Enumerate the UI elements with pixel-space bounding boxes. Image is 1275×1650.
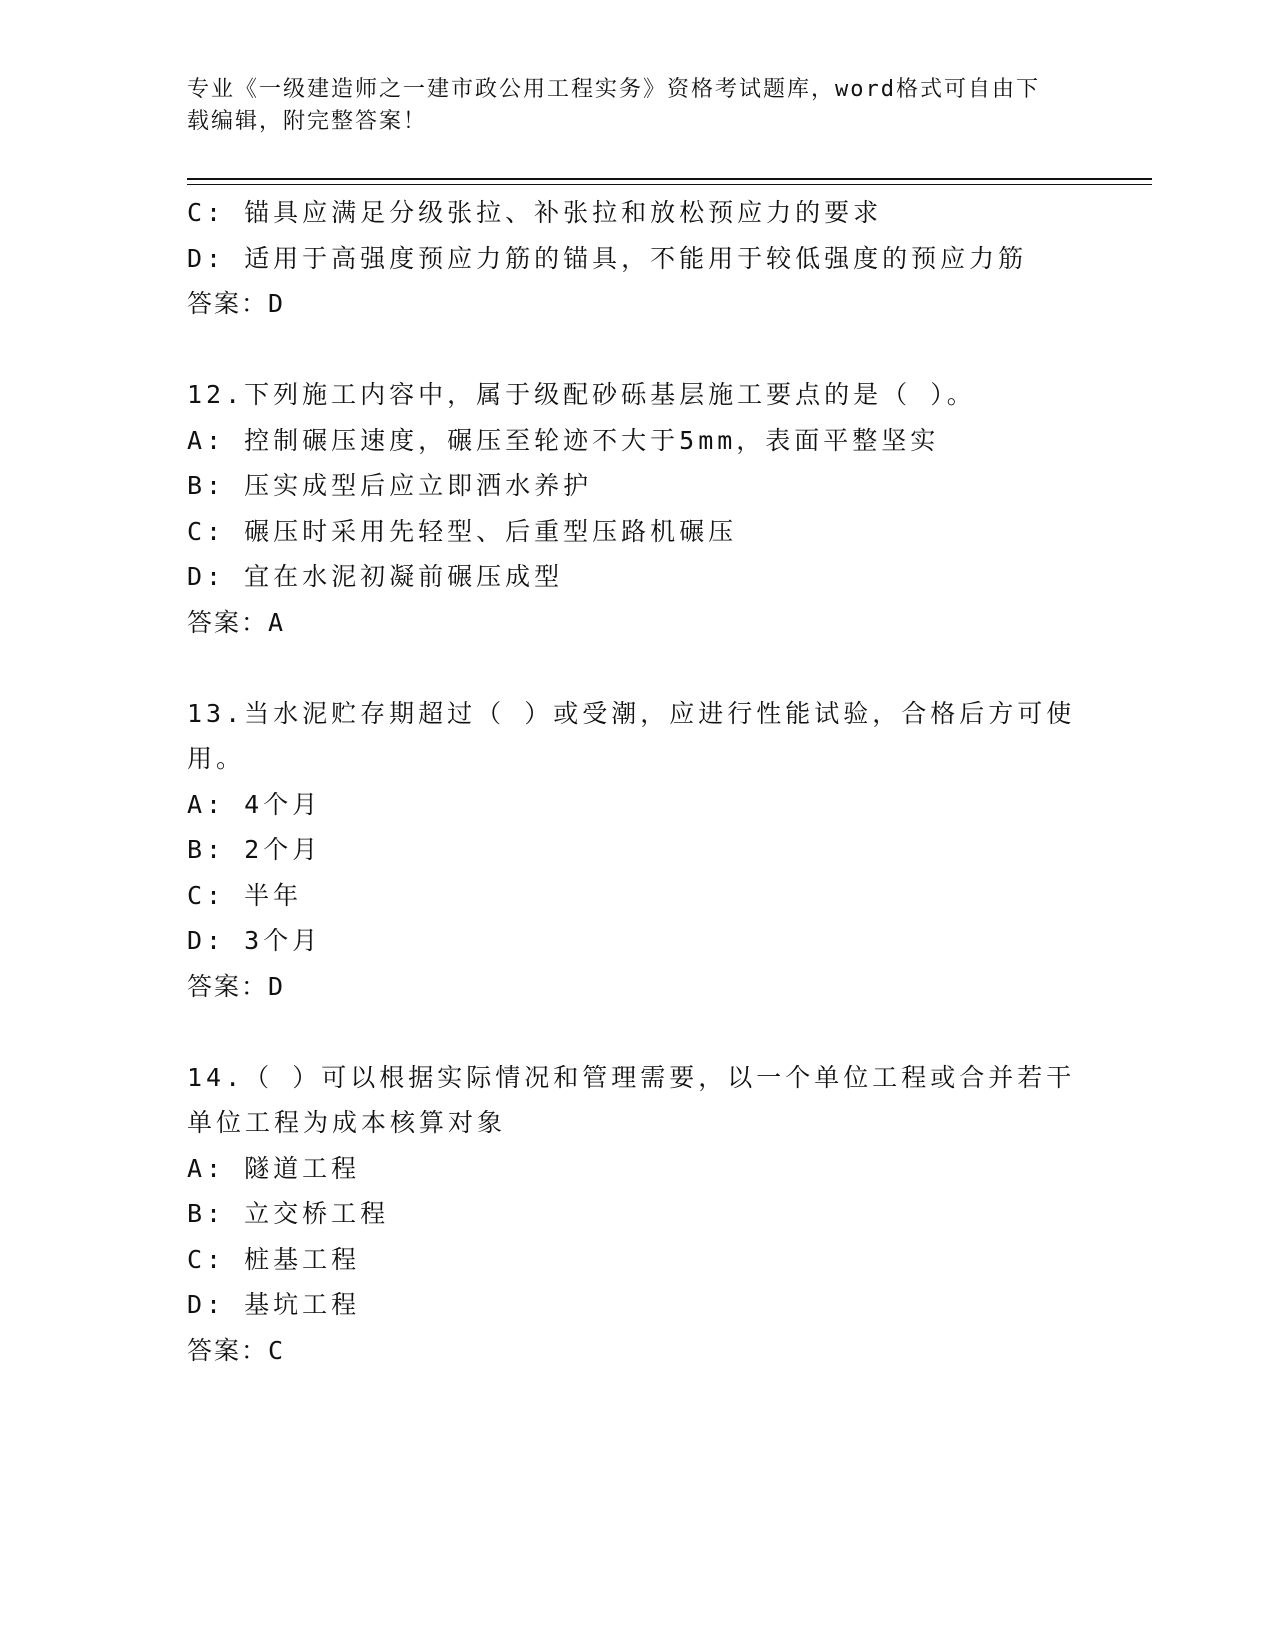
question-14 xyxy=(187,1055,1087,1374)
header-rule-thin xyxy=(187,184,1152,185)
prev-answer: 答案：D xyxy=(187,289,286,318)
prev-option-c: C: 锚具应满足分级张拉、补张拉和放松预应力的要求 xyxy=(187,198,883,227)
question-stem-continued: 单位工程为成本核算对象 xyxy=(187,1108,507,1137)
option-a: A: 隧道工程 xyxy=(187,1153,361,1183)
option-b: B: 压实成型后应立即洒水养护 xyxy=(187,471,593,500)
answer: 答案：D xyxy=(187,971,286,1001)
option-b: B: 2个月 xyxy=(187,835,322,864)
question-13 xyxy=(187,691,1087,1010)
option-c: C: 桩基工程 xyxy=(187,1244,361,1274)
spacer xyxy=(187,1009,1087,1055)
option-d: D: 基坑工程 xyxy=(187,1290,361,1319)
option-d: D: 宜在水泥初凝前碾压成型 xyxy=(187,562,564,591)
document-header xyxy=(187,74,1087,138)
question-stem: 12.下列施工内容中，属于级配砂砾基层施工要点的是（ ）。 xyxy=(187,380,976,409)
option-b: B: 立交桥工程 xyxy=(187,1199,390,1228)
question-stem-continued: 用。 xyxy=(187,744,246,773)
option-a: A: 4个月 xyxy=(187,789,322,819)
header-line-2: 载编辑，附完整答案！ xyxy=(187,109,428,134)
header-line-1: 专业《一级建造师之一建市政公用工程实务》资格考试题库，word格式可自由下 xyxy=(187,77,1040,102)
question-stem: 14.（ ）可以根据实际情况和管理需要，以一个单位工程或合并若干 xyxy=(187,1062,1076,1092)
option-a: A: 控制碾压速度，碾压至轮迹不大于5mm，表面平整坚实 xyxy=(187,425,940,455)
spacer xyxy=(187,645,1087,691)
question-stem: 13.当水泥贮存期超过（ ）或受潮，应进行性能试验，合格后方可使 xyxy=(187,698,1076,728)
question-12 xyxy=(187,372,1087,645)
prev-option-d: D: 适用于高强度预应力筋的锚具，不能用于较低强度的预应力筋 xyxy=(187,243,1028,273)
option-c: C: 碾压时采用先轻型、后重型压路机碾压 xyxy=(187,516,738,546)
option-c: C: 半年 xyxy=(187,880,303,910)
question-content xyxy=(187,190,1087,1373)
answer: 答案：A xyxy=(187,607,286,637)
option-d: D: 3个月 xyxy=(187,926,322,955)
answer: 答案：C xyxy=(187,1335,286,1365)
header-rule-thick xyxy=(187,178,1152,180)
spacer xyxy=(187,327,1087,373)
